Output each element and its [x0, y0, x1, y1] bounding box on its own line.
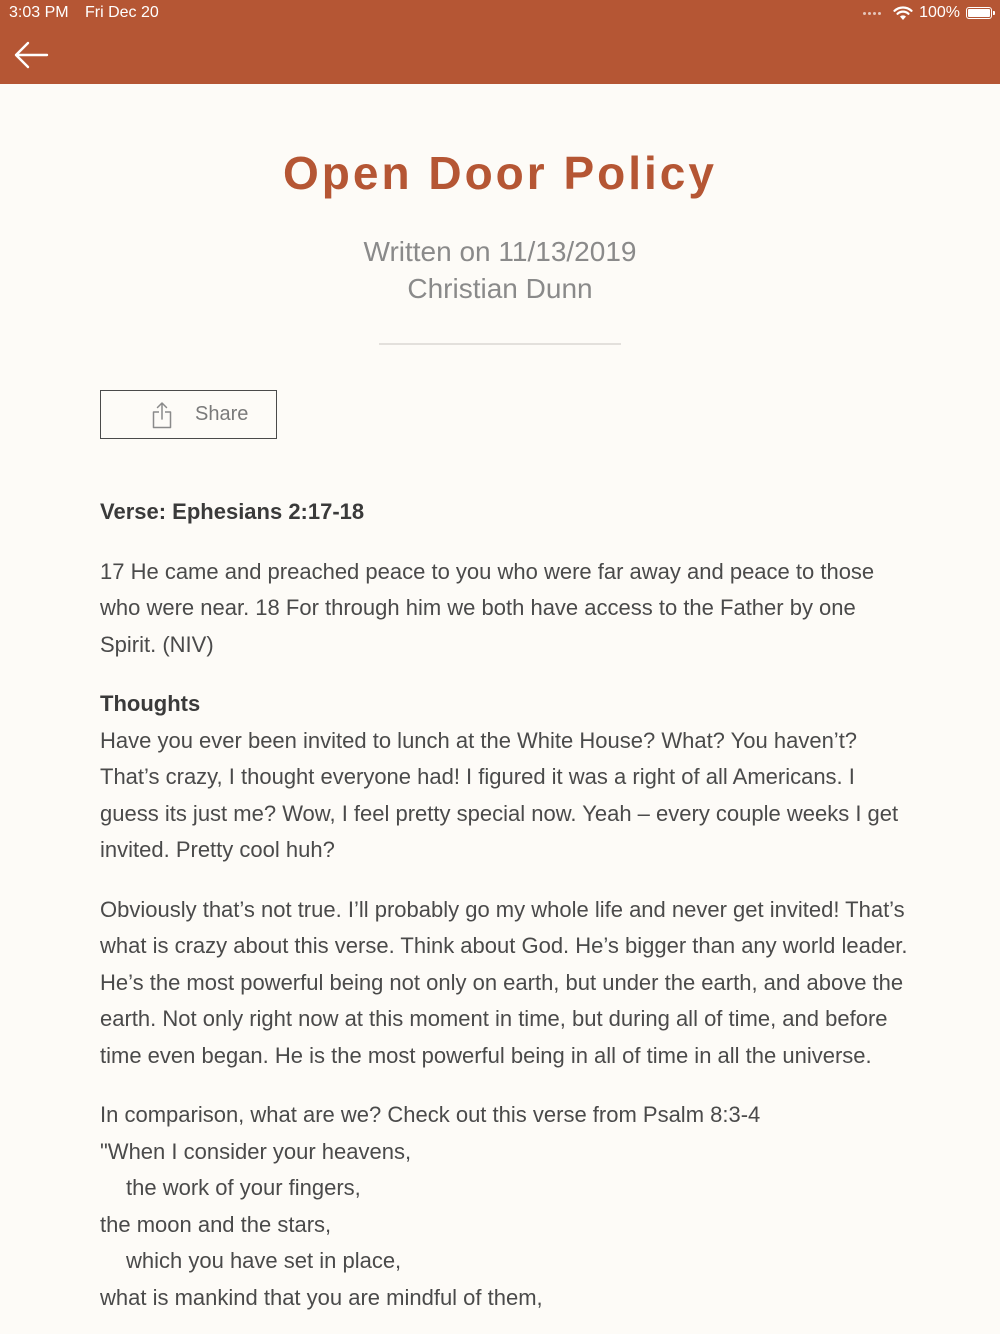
written-date: Written on 11/13/2019	[363, 236, 637, 267]
author-name: Christian Dunn	[407, 273, 593, 304]
share-icon	[152, 401, 172, 429]
page-title: Open Door Policy	[283, 147, 717, 199]
verse-heading: Verse: Ephesians 2:17-18	[100, 499, 365, 524]
signal-dots-icon	[863, 12, 881, 15]
paragraph: Obviously that’s not true. I’ll probably go my whole life and never get invited! That’s what is crazy about this verse. Think about God. He’s bigger than any world leader. He’s the most powerful being not only on earth, but under the earth, and above the earth. Not only right now at this moment in time, but during all of time, and before time even began. He is the most powerful being in all of time in all the universe.	[100, 896, 908, 1068]
status-date: Fri Dec 20	[85, 4, 159, 21]
top-bar	[0, 0, 1000, 84]
status-indicators	[863, 3, 992, 23]
status-time: 3:03 PM	[9, 4, 69, 21]
article-body	[100, 494, 910, 1316]
divider	[379, 343, 621, 345]
share-label: Share	[195, 403, 249, 425]
article-meta	[0, 233, 1000, 307]
battery-icon	[966, 7, 992, 19]
battery-percent: 100%	[919, 4, 960, 21]
psalm-line: what is mankind that you are mindful of them,	[100, 1284, 543, 1310]
paragraph: Have you ever been invited to lunch at the White House? What? You haven’t? That’s crazy, I thought everyone had! I figured it was a right of all Americans. I guess its just me? Wow, I feel pretty special now. Yeah – every couple weeks I get invited. Pretty cool huh?	[100, 727, 899, 862]
thoughts-heading: Thoughts	[100, 691, 201, 716]
paragraph: In comparison, what are we? Check out this verse from Psalm 8:3-4	[100, 1102, 761, 1127]
psalm-line: the moon and the stars,	[100, 1211, 332, 1237]
psalm-line: which you have set in place,	[126, 1248, 402, 1273]
verse-text: 17 He came and preached peace to you who were far away and peace to those who were near. 18 For through him we both have access to the Father by one Spirit. (NIV)	[100, 558, 875, 657]
back-arrow-icon[interactable]	[12, 38, 50, 72]
psalm-line: "When I consider your heavens,	[100, 1138, 412, 1164]
share-button[interactable]	[100, 390, 277, 439]
psalm-line: the work of your fingers,	[126, 1175, 361, 1200]
wifi-icon	[893, 6, 913, 21]
